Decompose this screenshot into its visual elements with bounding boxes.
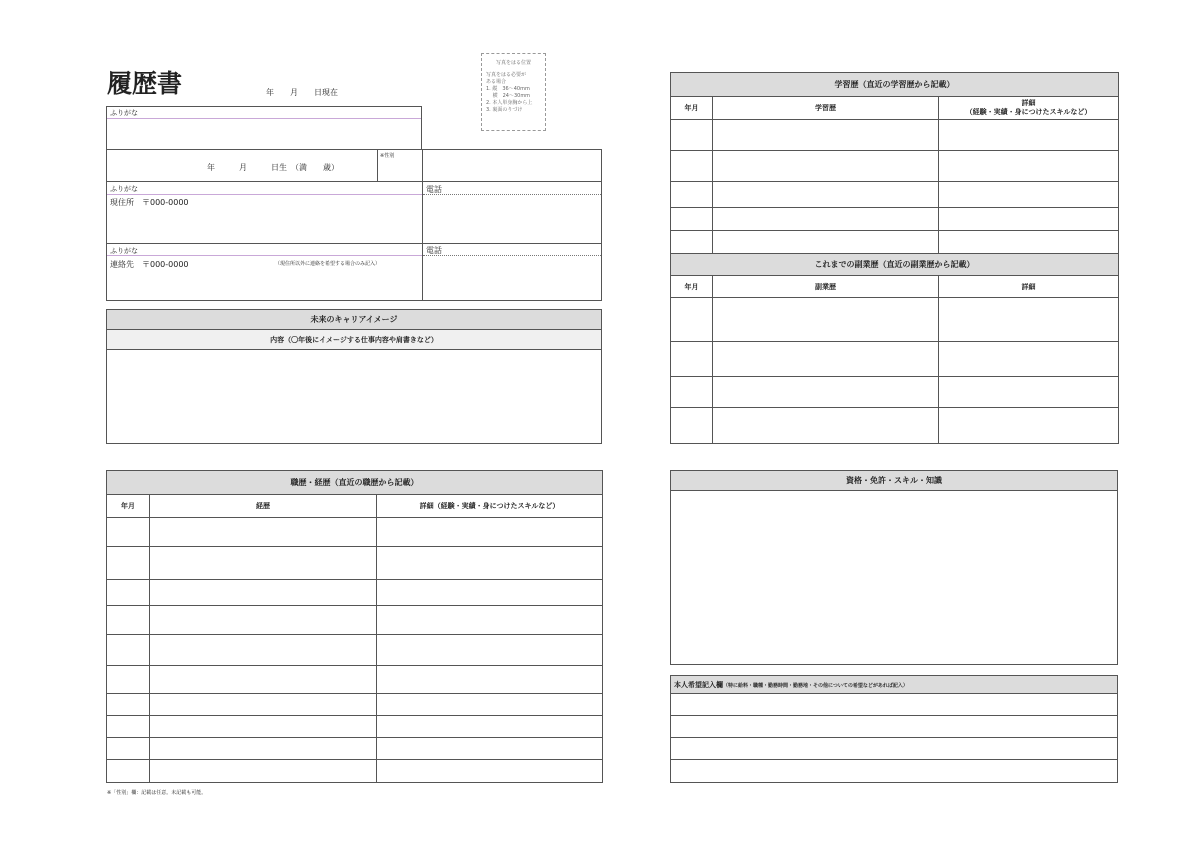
photo-placeholder [481,53,546,131]
table-row[interactable] [107,760,603,783]
contact-row[interactable] [106,243,602,301]
side-job-title: これまでの副業歴（直近の副業歴から記載） [671,254,1119,276]
address-label: 現住所 〒000-0000 [110,198,189,207]
table-row[interactable] [107,580,603,606]
education-col-year: 年月 [671,97,713,120]
career-image-title: 未来のキャリアイメージ [107,310,601,330]
requests-note: （特に給料・職種・勤務時間・勤務地・その他についての希望などがあれば記入） [723,682,908,689]
table-row[interactable] [671,716,1118,738]
table-row[interactable] [107,635,603,666]
work-col-detail: 詳細（経験・実績・身につけたスキルなど） [377,495,603,518]
education-col-detail [939,97,1119,120]
photo-line: ある場合 [486,79,507,85]
name-box[interactable] [106,106,422,150]
address-row[interactable] [106,181,602,244]
education-col-detail-label: 詳細 [1021,99,1036,107]
date-line: 年 月 日現在 [266,88,338,97]
qualifications-section[interactable] [670,470,1118,665]
contact-phone-label: 電話 [426,246,442,255]
contact-note: （現住所以外に連絡を希望する場合のみ記入） [275,261,381,267]
education-col-history: 学習歴 [713,97,939,120]
work-col-year: 年月 [107,495,150,518]
side-job-col-detail: 詳細 [939,276,1119,298]
table-row[interactable] [671,208,1119,231]
qualifications-title: 資格・免許・スキル・知識 [671,471,1117,491]
requests-table [670,675,1118,783]
table-row[interactable] [107,738,603,760]
work-col-history: 経歴 [150,495,377,518]
photo-line: 1. 縦 36～40mm [486,86,530,92]
side-job-col-year: 年月 [671,276,713,298]
address-furigana-label: ふりがな [110,185,138,193]
table-row[interactable] [671,342,1119,377]
phone-label: 電話 [426,185,442,194]
photo-line: 横 24～30mm [486,93,531,99]
side-job-col-history: 副業歴 [713,276,939,298]
table-row[interactable] [671,760,1118,783]
table-row[interactable] [107,716,603,738]
photo-heading: 写真をはる位置 [495,60,531,66]
table-row[interactable] [671,377,1119,408]
table-row[interactable] [671,694,1118,716]
education-title: 学習歴（直近の学習歴から記載） [671,73,1119,97]
photo-line: 2. 本人単身胸から上 [486,100,533,106]
side-job-table [670,253,1119,444]
footnote: ※「性別」欄：記載は任意。未記載も可能。 [107,790,207,796]
gender-label: ※性別 [380,153,395,159]
table-row[interactable] [107,694,603,716]
table-row[interactable] [107,666,603,694]
table-row[interactable] [671,231,1119,254]
photo-line: 3. 裏面のりづけ [486,107,523,113]
photo-line: 写真をはる必要が [486,72,527,78]
table-row[interactable] [671,408,1119,444]
birth-row[interactable] [106,149,602,182]
contact-furigana-label: ふりがな [110,247,138,255]
table-row[interactable] [671,738,1118,760]
career-image-subtitle: 内容（〇年後にイメージする仕事内容や肩書きなど） [107,330,601,350]
name-furigana-label: ふりがな [110,109,138,117]
table-row[interactable] [107,547,603,580]
work-history-table [106,470,603,783]
table-row[interactable] [671,182,1119,208]
table-row[interactable] [671,120,1119,151]
table-row[interactable] [107,606,603,635]
table-row[interactable] [107,518,603,547]
birth-date-label: 年 月 日生 （満 歳） [207,163,339,172]
requests-header [671,676,1118,694]
requests-title: 本人希望記入欄 [674,680,723,689]
education-col-detail-sub: （経験・実績・身につけたスキルなど） [965,108,1092,116]
education-table [670,72,1119,254]
work-history-title: 職歴・経歴（直近の職歴から記載） [107,471,603,495]
career-image-section[interactable] [106,309,602,444]
page-title: 履歴書 [107,69,183,98]
table-row[interactable] [671,298,1119,342]
table-row[interactable] [671,151,1119,182]
contact-label: 連絡先 〒000-0000 [110,260,189,269]
